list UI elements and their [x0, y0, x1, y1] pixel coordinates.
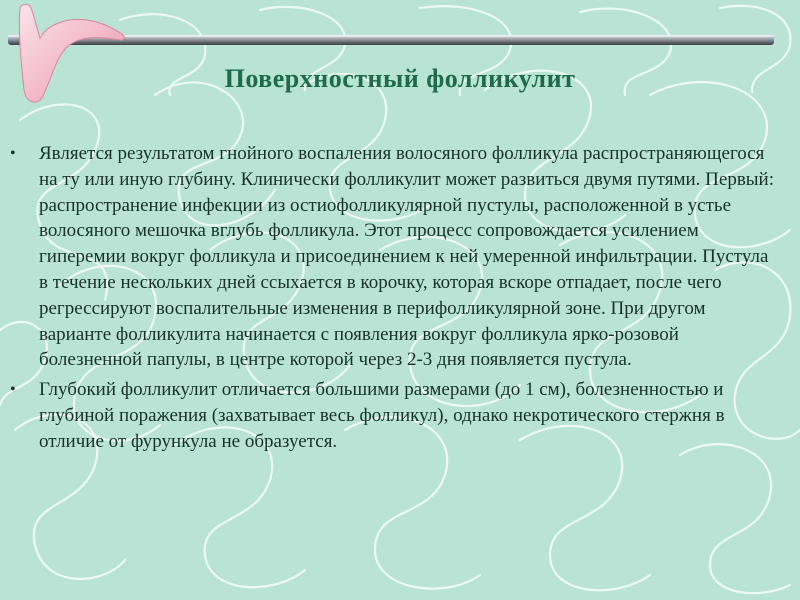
bullet-text: Является результатом гнойного воспаления волосяного фолликула распространяющегося на ту или иную глубину. Клинически фолликулит может развиться двумя путями. Первый: распространение инфекции из остиофолликулярной пустулы, расположенной в устье волосяного мешочка вглубь фолликула. Этот процесс сопровождается усилением гиперемии вокруг фолликула и присоединением к ней умеренной инфильтрации. Пустула в течение нескольких дней ссыхается в корочку, которая вскоре отпадает, после чего регрессируют воспалительные изменения в перифолликулярной зоне. При другом варианте фолликулита начинается с появления вокруг фолликула ярко-розовой болезненной папулы, в центре которой через 2-3 дня появляется пустула.: [39, 143, 775, 371]
bullet-icon: •: [10, 145, 16, 162]
list-item: [10, 377, 780, 454]
bullet-list: [10, 141, 780, 455]
list-item: [10, 141, 780, 373]
bullet-text: Глубокий фолликулит отличается большими размерами (до 1 см), болезненностью и глубиной поражения (захватывает весь фолликул), однако некротического стержня в отличие от фурункула не образуется.: [39, 379, 725, 452]
slide-title: Поверхностный фолликулит: [224, 64, 576, 93]
bullet-icon: •: [10, 381, 16, 399]
